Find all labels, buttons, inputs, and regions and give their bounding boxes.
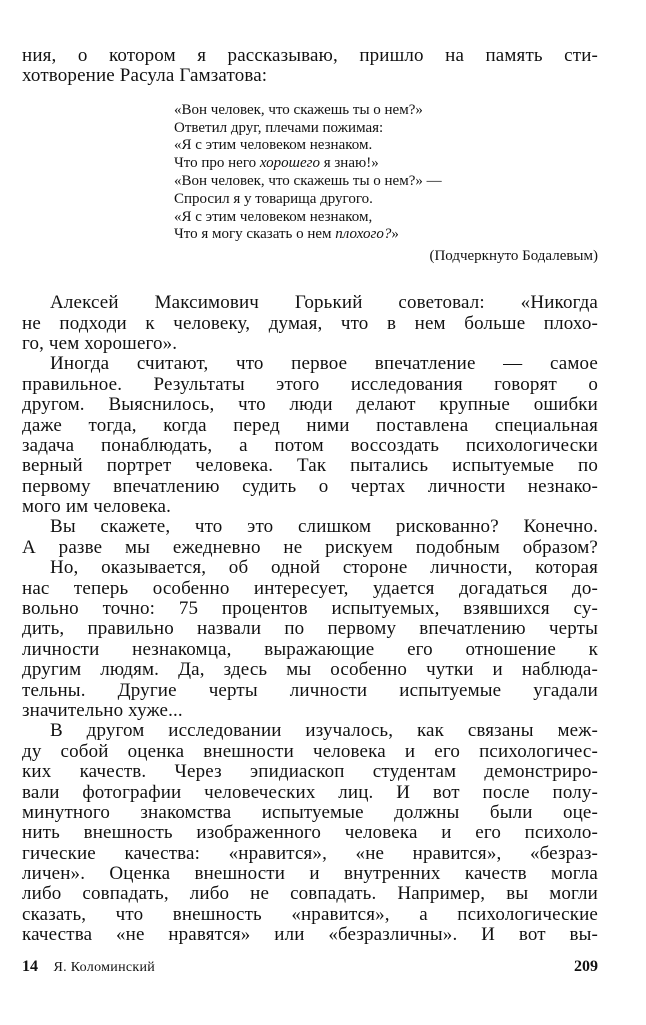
paragraph-first-line: Но, оказывается, об одной стороне личности, которая bbox=[50, 558, 598, 579]
text-line: гические качества: «нравится», «не нравится», «безраз- bbox=[22, 843, 598, 864]
text-line: даже тогда, когда перед ними поставлена специальная bbox=[22, 415, 598, 436]
intro-paragraph bbox=[22, 46, 598, 87]
poem-line-text: » bbox=[391, 226, 399, 243]
text-line: другом. Выяснилось, что люди делают крупные ошибки bbox=[22, 395, 598, 416]
text-line: либо совпадать, либо не совпадать. Например, вы могли bbox=[22, 884, 598, 905]
text-line: верный портрет человека. Так пытались испытуемые по bbox=[22, 456, 598, 477]
poem-line-text: я знаю!» bbox=[319, 155, 379, 172]
poem-emphasis: хорошего bbox=[259, 155, 320, 172]
text-line: первому впечатлению судить о чертах личности незнако- bbox=[22, 476, 598, 497]
paragraph-first-line: Алексей Максимович Горький советовал: «Никогда bbox=[50, 293, 598, 314]
text-line: минутного знакомства испытуемые должны были оце- bbox=[22, 802, 598, 823]
text-line: го, чем хорошего». bbox=[22, 333, 178, 354]
poem-line bbox=[174, 226, 598, 244]
text-line: сказать, что внешность «нравится», а психологические bbox=[22, 904, 598, 925]
poem-line-text: Что про него bbox=[174, 155, 260, 172]
footer-left-number: 14 bbox=[22, 958, 38, 975]
text-line: значительно хуже... bbox=[22, 700, 183, 721]
poem-line bbox=[174, 155, 598, 173]
text-line: правильное. Результаты этого исследования говорят о bbox=[22, 374, 598, 395]
intro-line: ния, о котором я рассказываю, пришло на память сти- bbox=[22, 46, 598, 66]
page-text bbox=[22, 46, 598, 946]
text-line: личен». Оценка внешности и внутренних качеств могла bbox=[22, 864, 598, 885]
poem-line: Спросил я у товарища другого. bbox=[174, 190, 373, 207]
poem-block bbox=[174, 102, 598, 266]
body-text bbox=[22, 293, 598, 946]
text-line: нас теперь особенно интересует, удается догадаться до- bbox=[22, 578, 598, 599]
footer-author: Я. Коломинский bbox=[53, 960, 156, 975]
poem-emphasis: плохого? bbox=[335, 226, 392, 243]
paragraph-first-line: В другом исследовании изучалось, как связаны меж- bbox=[50, 721, 598, 742]
intro-line: хотворение Расула Гамзатова: bbox=[22, 66, 268, 87]
footer-left bbox=[22, 958, 155, 976]
text-line: личности незнакомца, выражающие его отношение к bbox=[22, 639, 598, 660]
page-number: 209 bbox=[574, 958, 598, 975]
text-line: качества «не нравятся» или «безразличны». И вот вы- bbox=[22, 925, 598, 946]
text-line: ких качеств. Через эпидиаскоп студентам демонстриро- bbox=[22, 762, 598, 783]
text-line: нить внешность изображенного человека и его психоло- bbox=[22, 823, 598, 844]
poem-line-text: Что я могу сказать о нем bbox=[174, 226, 336, 243]
poem-line: «Я с этим человеком незнаком, bbox=[174, 208, 373, 225]
text-line: мого им человека. bbox=[22, 497, 171, 518]
poem-note: (Подчеркнуто Бодалевым) bbox=[429, 248, 598, 265]
page-footer bbox=[22, 958, 598, 978]
text-line: ду собой оценка внешности человека и его психологичес- bbox=[22, 741, 598, 762]
text-line: другим людям. Да, здесь мы особенно чутки и наблюда- bbox=[22, 660, 598, 681]
text-line: вали фотографии человеческих лиц. И вот после полу- bbox=[22, 782, 598, 803]
section-gap bbox=[22, 266, 598, 293]
text-line: не подходи к человеку, думая, что в нем больше плохо- bbox=[22, 313, 598, 334]
poem-lines bbox=[174, 102, 598, 244]
paragraph-first-line: Иногда считают, что первое впечатление — самое bbox=[50, 354, 598, 375]
text-line: тельны. Другие черты личности испытуемые угадали bbox=[22, 680, 598, 701]
text-line: дить, правильно назвали по первому впечатлению черты bbox=[22, 619, 598, 640]
poem-line: «Вон человек, что скажешь ты о нем?» bbox=[174, 101, 423, 118]
poem-line: «Я с этим человеком незнаком. bbox=[174, 137, 373, 154]
poem-line: Ответил друг, плечами пожимая: bbox=[174, 119, 384, 136]
paragraph-first-line: Вы скажете, что это слишком рискованно? Конечно. bbox=[50, 517, 598, 538]
text-line: вольно точно: 75 процентов испытуемых, взявшихся су- bbox=[22, 599, 598, 620]
text-line: задача понаблюдать, а потом воссоздать психологически bbox=[22, 435, 598, 456]
text-line: А разве мы ежедневно не рискуем подобным образом? bbox=[22, 537, 598, 558]
poem-line: «Вон человек, что скажешь ты о нем?» — bbox=[174, 172, 442, 189]
